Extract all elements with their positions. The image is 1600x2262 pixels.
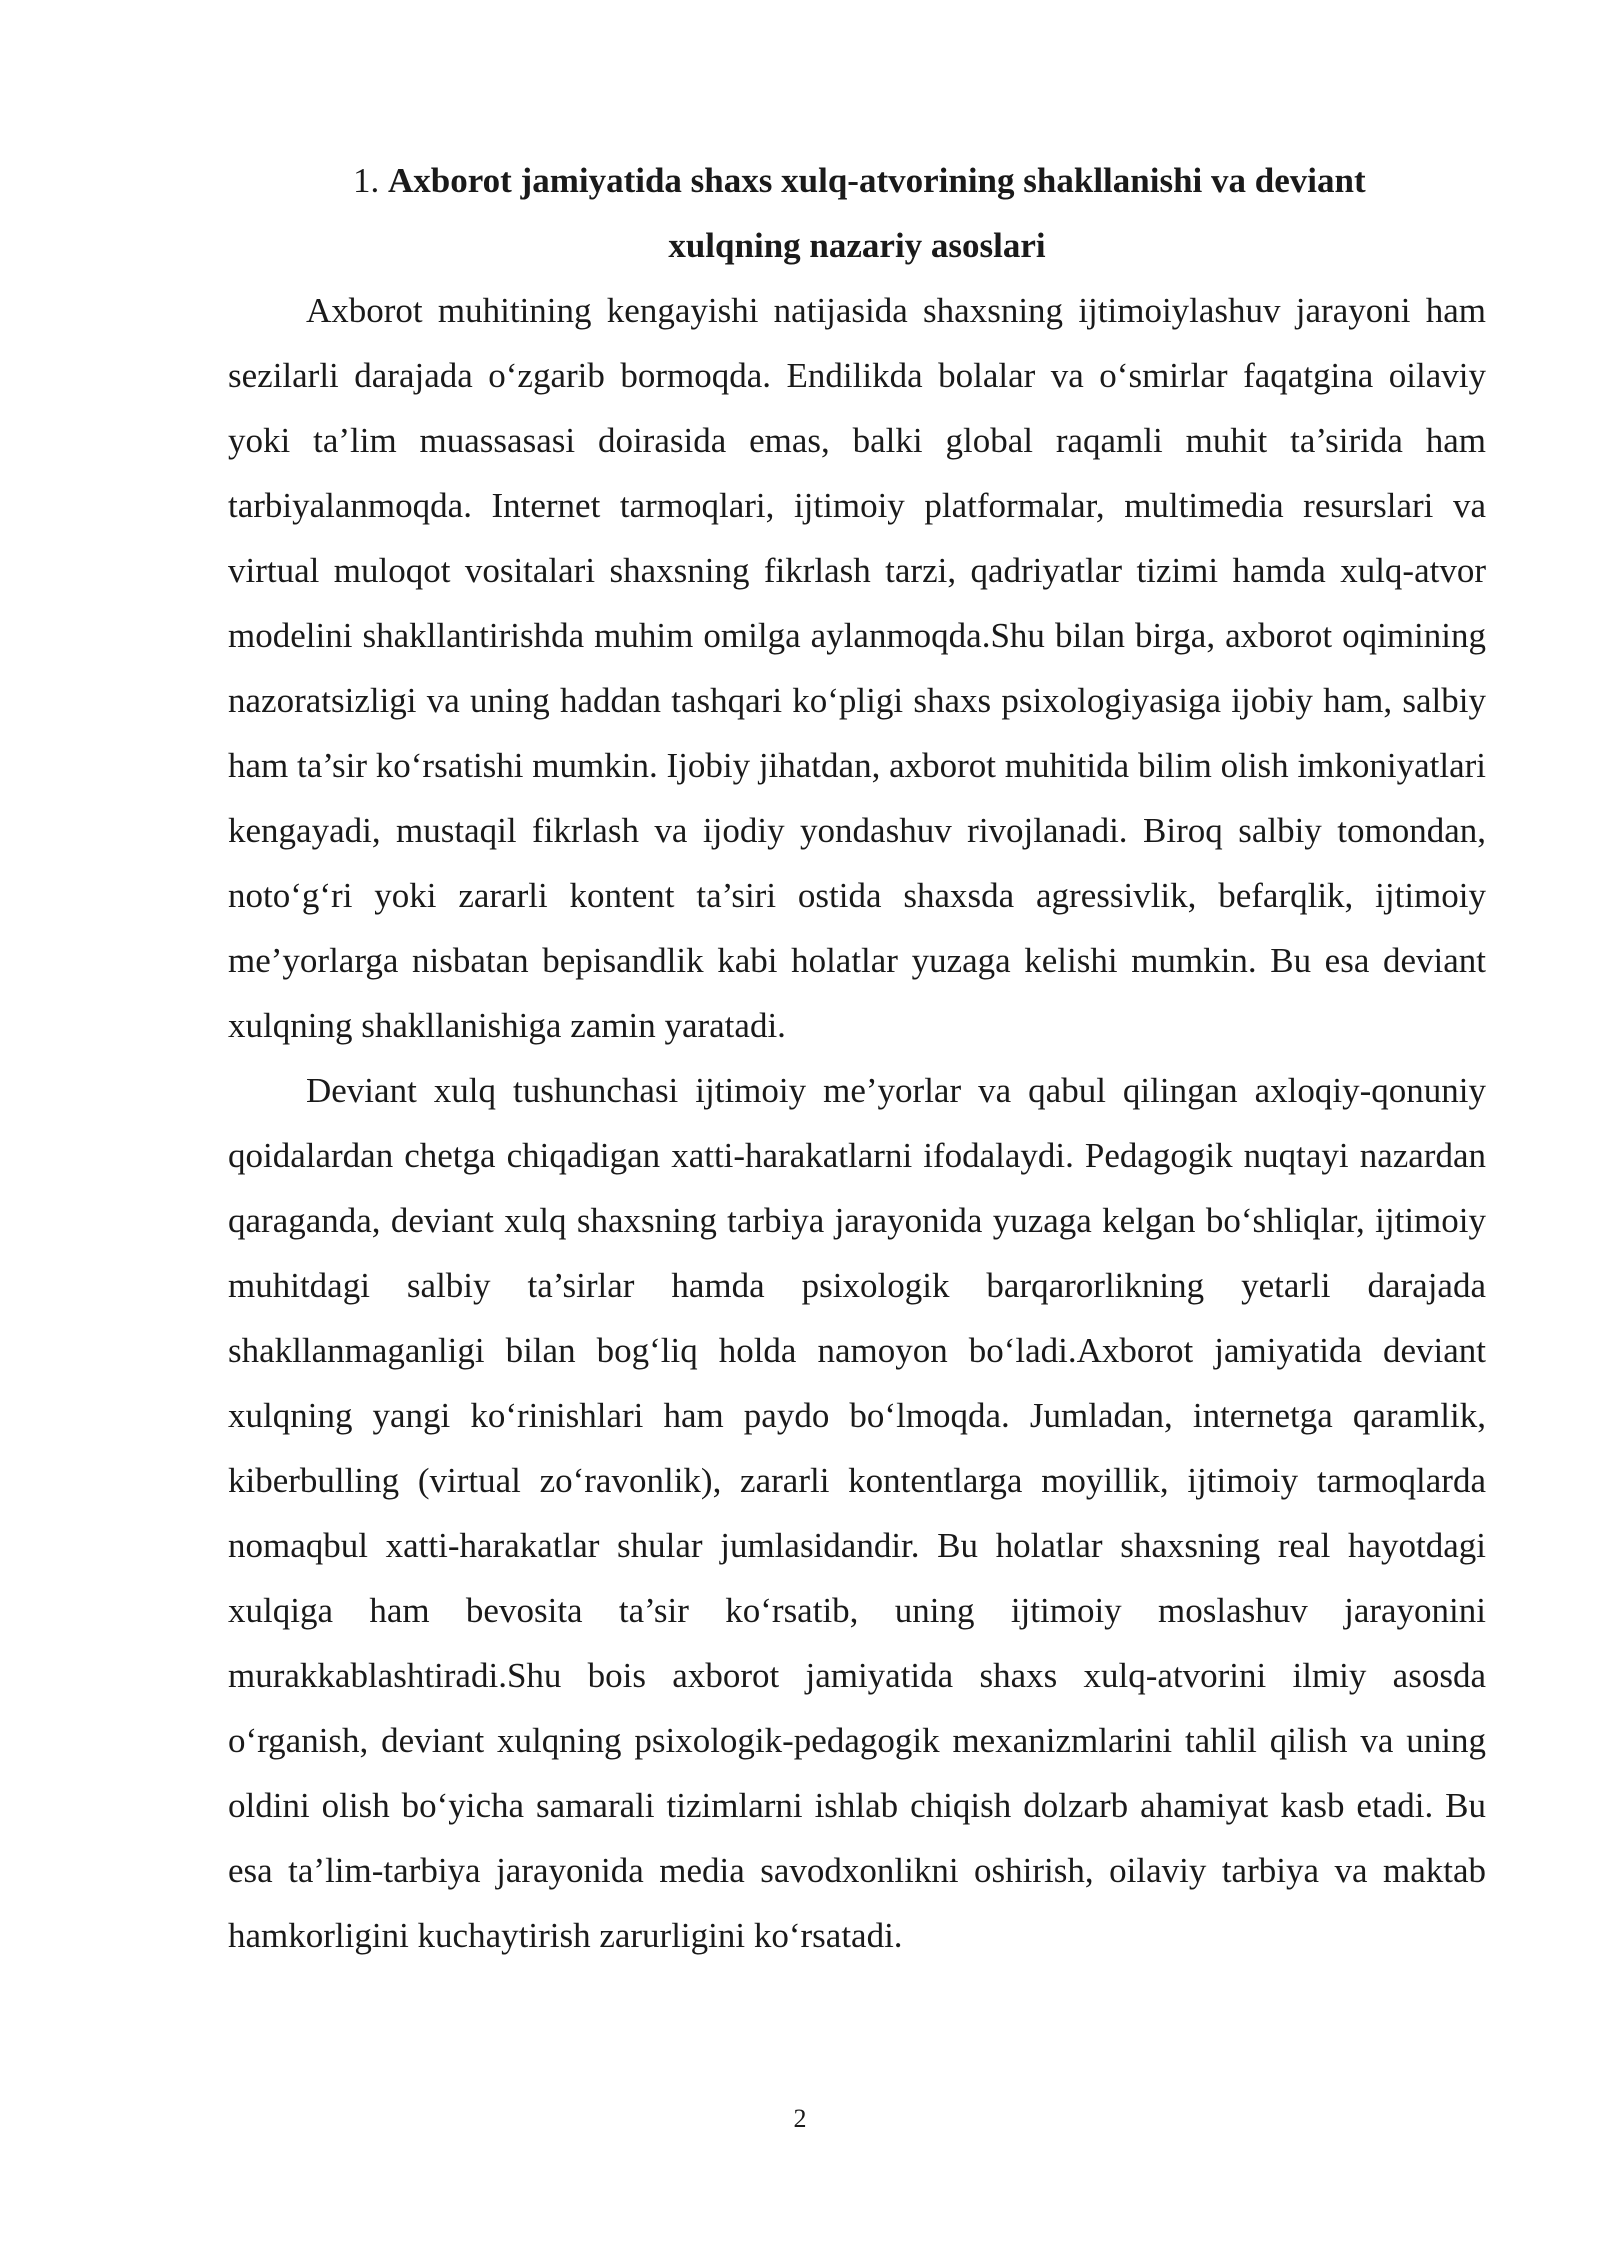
heading-title-part-1: Axborot jamiyatida shaxs xulq-atvorining shakllanishi va deviant xyxy=(388,161,1366,200)
section-heading xyxy=(228,148,1486,278)
heading-number: 1. xyxy=(353,161,380,200)
paragraph-2: Deviant xulq tushunchasi ijtimoiy me’yorlar va qabul qilingan axloqiy-qonuniy qoidalardan chetga chiqadigan xatti-harakatlarni ifodalaydi. Pedagogik nuqtayi nazardan qaraganda, deviant xulq shaxsning tarbiya jarayonida yuzaga kelgan bo‘shliqlar, ijtimoiy muhitdagi salbiy ta’sirlar hamda psixologik barqarorlikning yetarli darajada shakllanmaganligi bilan bog‘liq holda namoyon bo‘ladi.Axborot jamiyatida deviant xulqning yangi ko‘rinishlari ham paydo bo‘lmoqda. Jumladan, internetga qaramlik, kiberbulling (virtual zo‘ravonlik), zararli kontentlarga moyillik, ijtimoiy tarmoqlarda nomaqbul xatti-harakatlar shular jumlasidandir. Bu holatlar shaxsning real hayotdagi xulqiga ham bevosita ta’sir ko‘rsatib, uning ijtimoiy moslashuv jarayonini murakkablashtiradi.Shu bois axborot jamiyatida shaxs xulq-atvorini ilmiy asosda o‘rganish, deviant xulqning psixologik-pedagogik mexanizmlarini tahlil qilish va uning oldini olish bo‘yicha samarali tizimlarni ishlab chiqish dolzarb ahamiyat kasb etadi. Bu esa ta’lim-tarbiya jarayonida media savodxonlikni oshirish, oilaviy tarbiya va maktab hamkorligini kuchaytirish zarurligini ko‘rsatadi. xyxy=(228,1071,1486,1955)
paragraph-1: Axborot muhitining kengayishi natijasida shaxsning ijtimoiylashuv jarayoni ham sezilarli darajada o‘zgarib bormoqda. Endilikda bolalar va o‘smirlar faqatgina oilaviy yoki ta’lim muassasasi doirasida emas, balki global raqamli muhit ta’sirida ham tarbiyalanmoqda. Internet tarmoqlari, ijtimoiy platformalar, multimedia resurslari va virtual muloqot vositalari shaxsning fikrlash tarzi, qadriyatlar tizimi hamda xulq-atvor modelini shakllantirishda muhim omilga aylanmoqda.Shu bilan birga, axborot oqimining nazoratsizligi va uning haddan tashqari ko‘pligi shaxs psixologiyasiga ijobiy ham, salbiy ham ta’sir ko‘rsatishi mumkin. Ijobiy jihatdan, axborot muhitida bilim olish imkoniyatlari kengayadi, mustaqil fikrlash va ijodiy yondashuv rivojlanadi. Biroq salbiy tomondan, noto‘g‘ri yoki zararli kontent ta’siri ostida shaxsda agressivlik, befarqlik, ijtimoiy me’yorlarga nisbatan bepisandlik kabi holatlar yuzaga kelishi mumkin. Bu esa deviant xulqning shakllanishiga zamin yaratadi. xyxy=(228,291,1486,1045)
heading-title-part-2: xulqning nazariy asoslari xyxy=(668,226,1046,265)
page-content xyxy=(228,148,1486,1968)
heading-line-1 xyxy=(228,148,1486,213)
page-number: 2 xyxy=(793,2104,807,2133)
